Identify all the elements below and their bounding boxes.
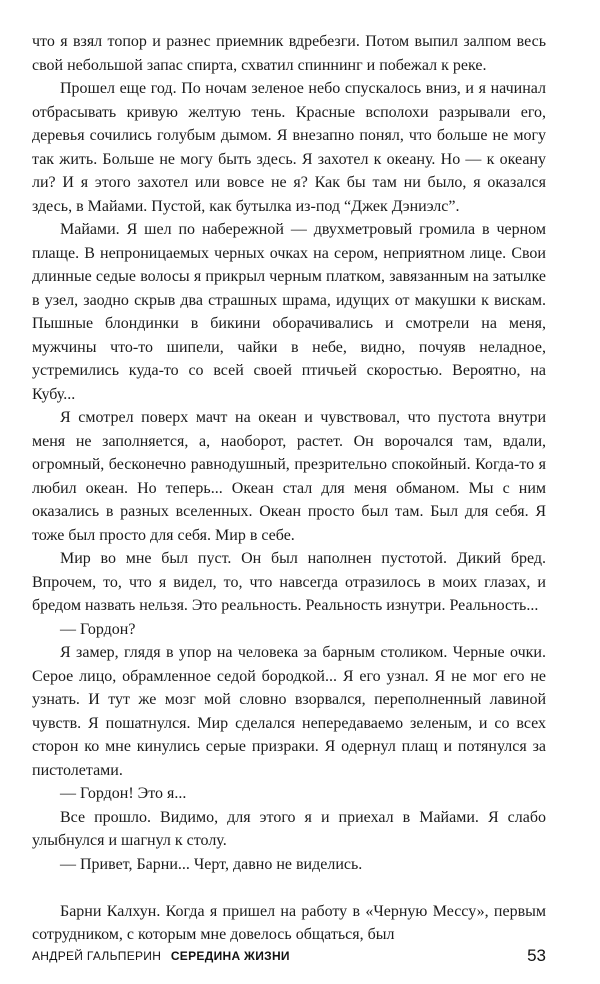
dialogue-line-1: — Гордон?: [60, 620, 136, 638]
page-number: 53: [527, 946, 546, 965]
dialogue-line-3: — Привет, Барни... Черт, давно не виделись.: [60, 855, 363, 873]
paragraph-6: Я замер, глядя в упор на человека за барным столиком. Черные очки. Серое лицо, обрамленное седой бородкой... Я его узнал. Я не мог его не узнать. И тут же мозг мой словно взорвался, переполненный лавиной чувств. Я пошатнулся. Мир сделался непередаваемо зеленым, и со всех сторон ко мне кинулись серые призраки. Я одернул плащ и потянулся за пистолетами.: [32, 644, 546, 779]
paragraph-2: Прошел еще год. По ночам зеленое небо спускалось вниз, и я начинал отбрасывать кривую желтую тень. Красные всполохи разрывали его, деревья сочились голубым дымом. Я внезапно понял, что больше не могу так жить. Больше не могу быть здесь. Я захотел к океану. Но — к океану ли? И я этого захотел или вовсе не я? Как бы там ни было, я оказался здесь, в Майами. Пустой, как бутылка из-под “Джек Дэниэлс”.: [32, 80, 546, 215]
paragraph-8: Барни Калхун. Когда я пришел на работу в «Черную Мессу», первым сотрудником, с которым мне довелось общаться, был: [32, 902, 546, 943]
author-name: АНДРЕЙ ГАЛЬПЕРИН: [32, 949, 162, 963]
paragraph-4: Я смотрел поверх мачт на океан и чувствовал, что пустота внутри меня не заполняется, а, наоборот, растет. Он ворочался там, вдали, огромный, бесконечно равнодушный, презрительно спокойный. Когда-то я любил океан. Но теперь... Океан стал для меня обманом. Мы с ним оказались в разных вселенных. Океан просто был там. Был для себя. Я тоже был просто для себя. Мир в себе.: [32, 409, 546, 544]
page-footer: [32, 944, 546, 968]
paragraph-3: Майами. Я шел по набережной — двухметровый громила в черном плаще. В непроницаемых черных очках на сером, неприятном лице. Свои длинные седые волосы я прикрыл черным платком, завязанным на затылке в узел, заодно скрыв два страшных шрама, идущих от макушки к вискам. Пышные блондинки в бикини оборачивались и смотрели на меня, мужчины что-то шипели, чайки в небе, видно, почуяв неладное, устремились куда-то со всей своей птичьей скоростью. Вероятно, на Кубу...: [32, 221, 546, 403]
dialogue-line-2: — Гордон! Это я...: [60, 785, 187, 802]
paragraph-7: Все прошло. Видимо, для этого я и приехал в Майами. Я слабо улыбнулся и шагнул к столу.: [32, 808, 546, 849]
book-title: СЕРЕДИНА ЖИЗНИ: [170, 949, 290, 963]
paragraph-1: что я взял топор и разнес приемник вдребезги. Потом выпил залпом весь свой небольшой запас спирта, схватил спиннинг и побежал к реке.: [32, 33, 546, 74]
running-head: [32, 949, 290, 963]
paragraph-5: Мир во мне был пуст. Он был наполнен пустотой. Дикий бред. Впрочем, то, что я видел, то, что навсегда отразилось в моих глазах, и бредом назвать нельзя. Это реальность. Реальность изнутри. Реальность...: [32, 550, 546, 614]
body-text: [32, 30, 546, 947]
